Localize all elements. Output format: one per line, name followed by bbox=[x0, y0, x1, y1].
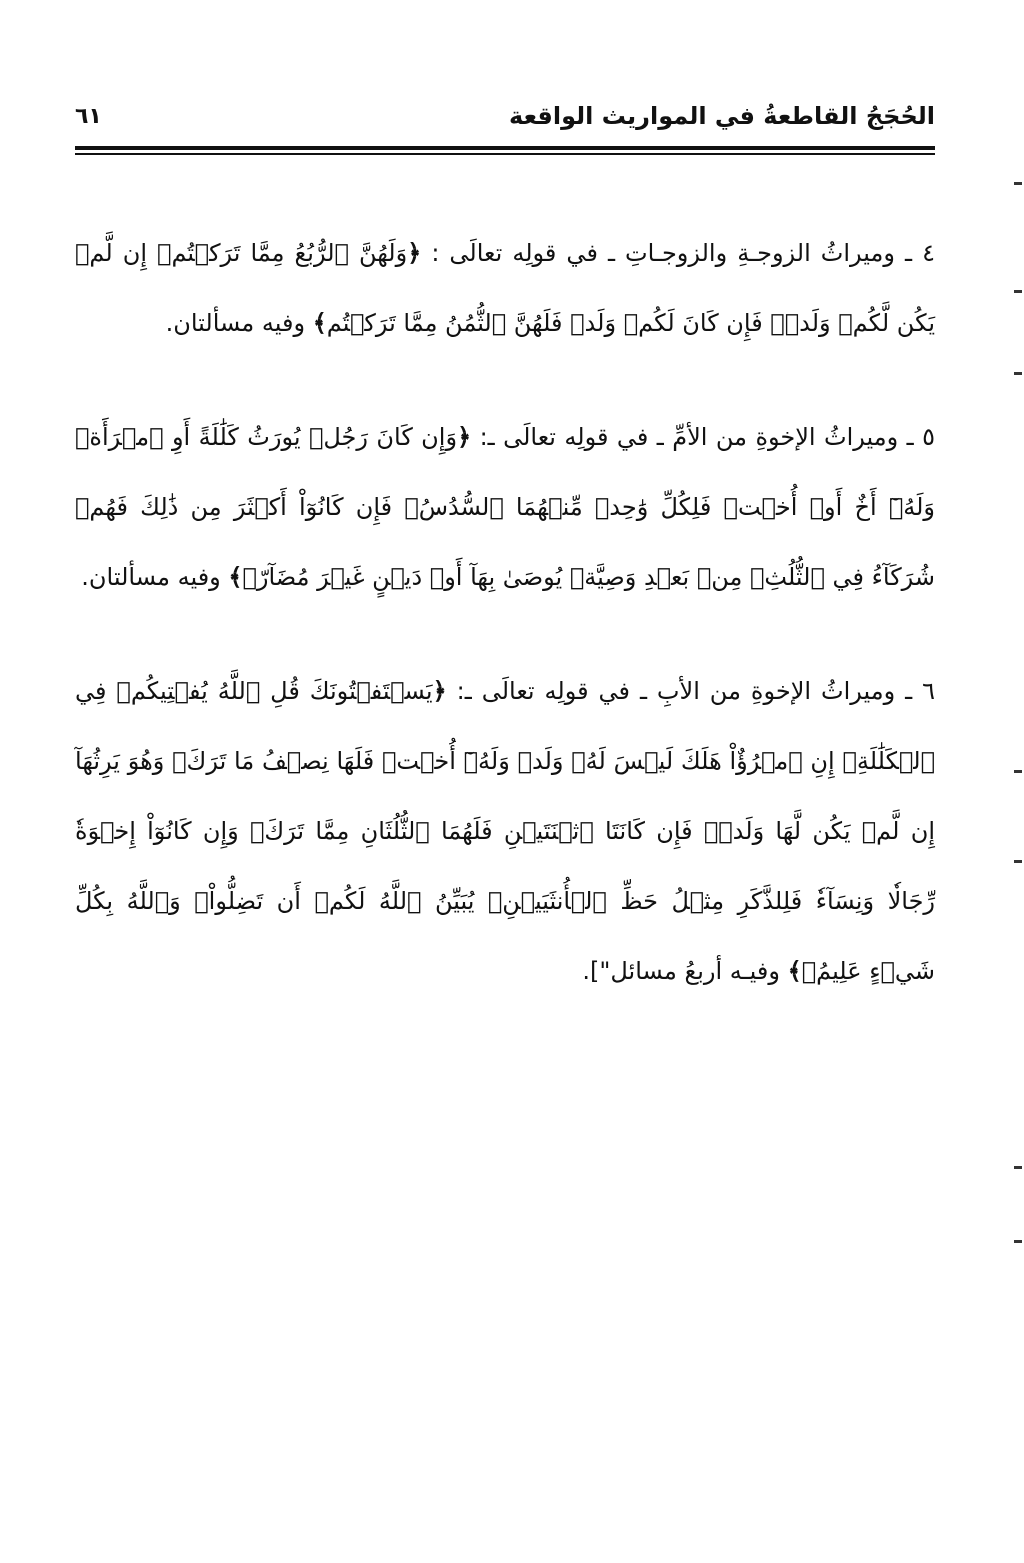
body-text bbox=[75, 218, 935, 1050]
scan-mark bbox=[1014, 1166, 1022, 1169]
section-6-paternal-siblings bbox=[75, 656, 935, 1006]
header-rule-thin bbox=[75, 153, 935, 155]
section-lead: ـ وميراثُ الإخوةِ من الأبِ ـ في قولِه تعالَى ـ: bbox=[456, 677, 913, 705]
verse-close-bracket: ﴾ bbox=[787, 957, 802, 985]
section-4-wife-inheritance bbox=[75, 218, 935, 358]
quran-verse: يَسۡتَفۡتُونَكَ قُلِ ٱللَّهُ يُفۡتِيكُمۡ فِي ٱلۡكَلَٰلَةِۚ إِنِ ٱمۡرُؤٌاْ هَلَكَ لَيۡسَ لَهُۥ وَلَدٞ وَلَهُۥٓ أُخۡتٞ فَلَهَا نِصۡفُ مَا تَرَكَۚ وَهُوَ يَرِثُهَآ إِن لَّمۡ يَكُن لَّهَا وَلَدٞۚ فَإِن كَانَتَا ٱثۡنَتَيۡنِ فَلَهُمَا ٱلثُّلُثَانِ مِمَّا تَرَكَۚ وَإِن كَانُوٓاْ إِخۡوَةٗ رِّجَالٗا وَنِسَآءٗ فَلِلذَّكَرِ مِثۡلُ حَظِّ ٱلۡأُنثَيَيۡنِۗ يُبَيِّنُ ٱللَّهُ لَكُمۡ أَن تَضِلُّواْۗ وَٱللَّهُ بِكُلِّ شَيۡءٍ عَلِيمُۢ bbox=[75, 677, 935, 985]
section-number: ٤ bbox=[922, 239, 935, 267]
verse-open-bracket: ﴿ bbox=[432, 677, 447, 705]
running-header bbox=[75, 100, 935, 140]
verse-close-bracket: ﴾ bbox=[228, 563, 243, 591]
section-tail: وفيه مسألتان. bbox=[165, 309, 306, 337]
page-number: ٦١ bbox=[75, 104, 102, 129]
scan-mark bbox=[1014, 770, 1022, 773]
section-lead: ـ وميراثُ الزوجـةِ والزوجـاتِ ـ في قولِه تعالَى : bbox=[431, 239, 913, 267]
quran-verse: وَلَهُنَّ ٱلرُّبُعُ مِمَّا تَرَكۡتُمۡ إِن لَّمۡ يَكُن لَّكُمۡ وَلَدٞۚ فَإِن كَانَ لَكُمۡ وَلَدٞ فَلَهُنَّ ٱلثُّمُنُ مِمَّا تَرَكۡتُم bbox=[75, 239, 935, 337]
section-number: ٥ bbox=[922, 423, 936, 451]
book-page bbox=[75, 0, 935, 1563]
section-tail: وفيه مسألتان. bbox=[81, 563, 221, 591]
verse-open-bracket: ﴿ bbox=[407, 239, 422, 267]
scan-mark bbox=[1014, 372, 1022, 375]
section-tail: وفيـه أربعُ مسائل"]. bbox=[582, 957, 780, 985]
scan-mark bbox=[1014, 182, 1022, 185]
scan-mark bbox=[1014, 290, 1022, 293]
section-5-maternal-siblings bbox=[75, 402, 935, 612]
verse-close-bracket: ﴾ bbox=[312, 309, 327, 337]
header-rule-thick bbox=[75, 146, 935, 150]
section-number: ٦ bbox=[922, 677, 936, 705]
quran-verse: وَإِن كَانَ رَجُلٞ يُورَثُ كَلَٰلَةً أَوِ ٱمۡرَأَةٞ وَلَهُۥٓ أَخٌ أَوۡ أُخۡتٞ فَلِكُلِّ وَٰحِدٖ مِّنۡهُمَا ٱلسُّدُسُۚ فَإِن كَانُوٓاْ أَكۡثَرَ مِن ذَٰلِكَ فَهُمۡ شُرَكَآءُ فِي ٱلثُّلُثِۚ مِنۢ بَعۡدِ وَصِيَّةٖ يُوصَىٰ بِهَآ أَوۡ دَيۡنٍ غَيۡرَ مُضَآرّٖ bbox=[75, 423, 936, 591]
scan-mark bbox=[1014, 860, 1022, 863]
scan-mark bbox=[1014, 1240, 1022, 1243]
verse-open-bracket: ﴿ bbox=[457, 423, 472, 451]
section-lead: ـ وميراثُ الإخوةِ من الأمِّ ـ في قولِه تعالَى ـ: bbox=[479, 423, 914, 451]
book-title: الحُجَجُ القاطعةُ في المواريث الواقعة bbox=[509, 102, 935, 130]
